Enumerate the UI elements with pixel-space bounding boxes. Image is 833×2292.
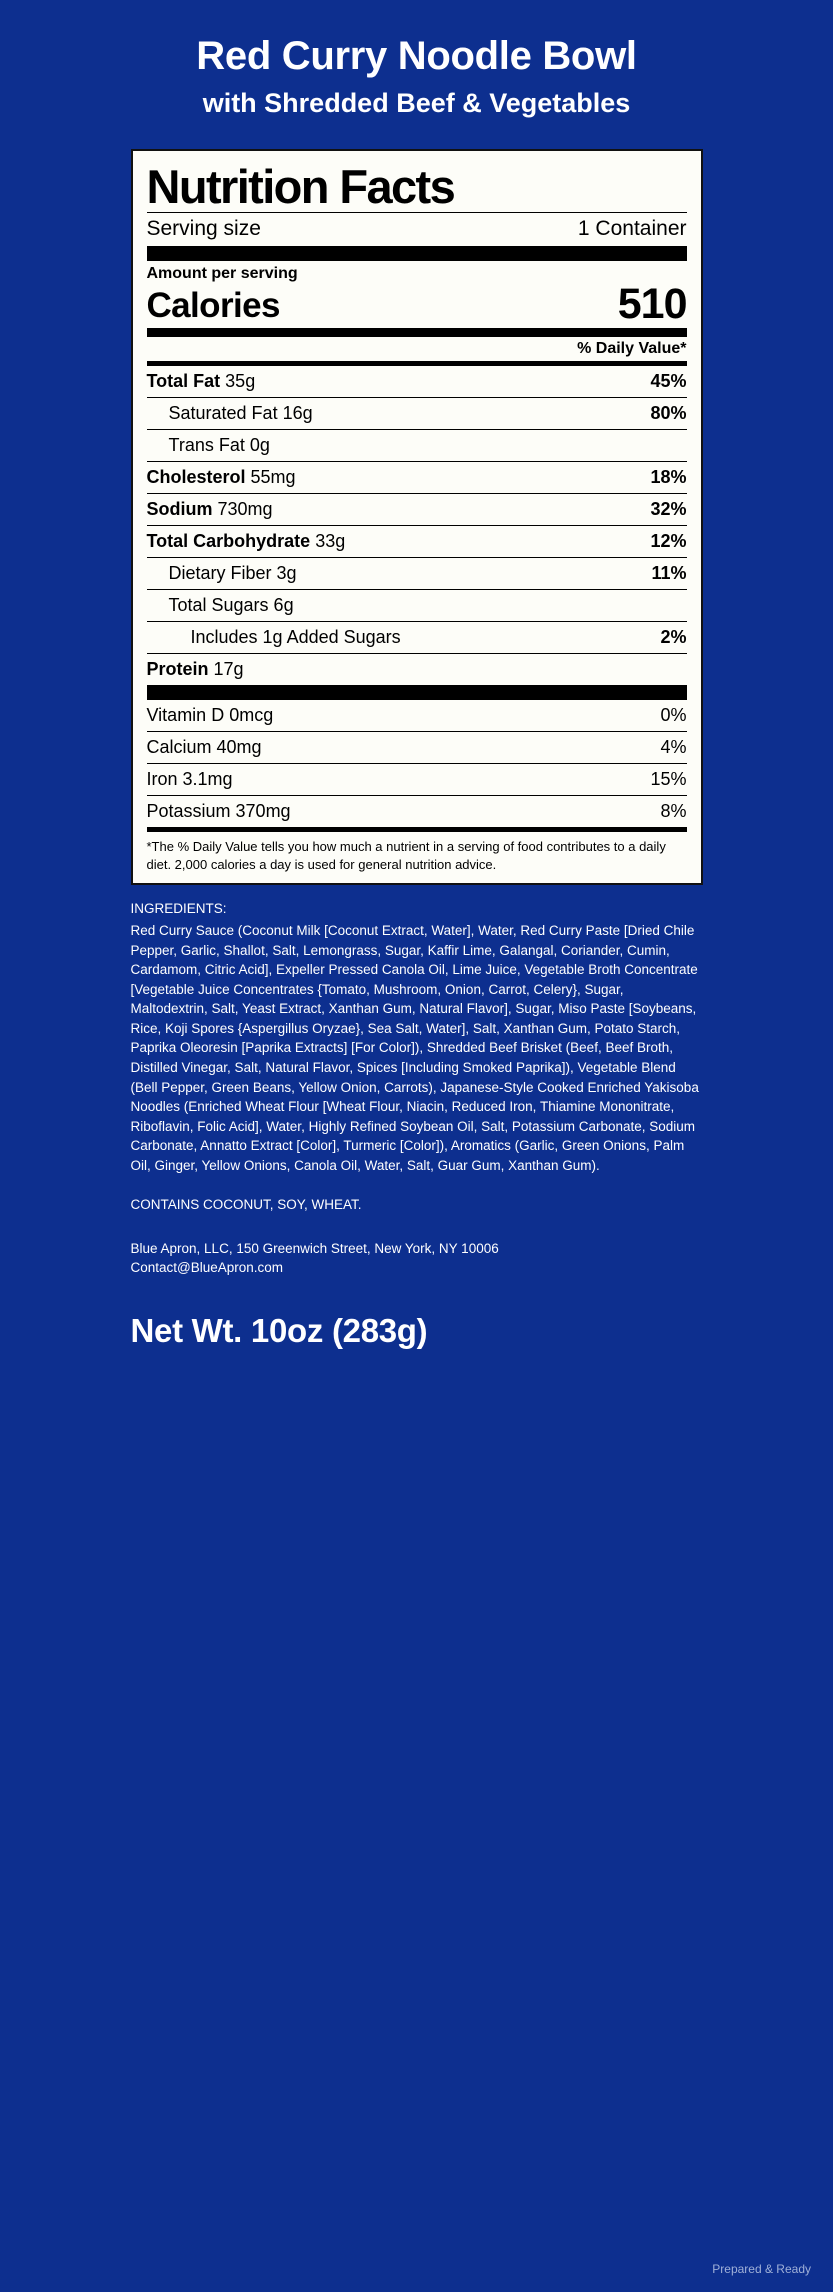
nutrient-percent: 11% [651,563,687,584]
nutrient-name: Cholesterol 55mg [146,467,296,488]
daily-value-header: % Daily Value* [577,340,687,358]
nutrient-row [147,430,687,461]
nutrient-row [147,590,687,621]
ingredients-section [131,899,703,1278]
micronutrient-row [147,700,687,731]
micronutrient-row [147,732,687,763]
micronutrient-name: Vitamin D 0mcg [146,705,274,726]
micronutrient-row [147,796,687,827]
nutrient-row [147,654,687,685]
nutrient-row [147,526,687,557]
header [0,0,833,119]
allergen-statement: CONTAINS COCONUT, SOY, WHEAT. [130,1197,362,1213]
ingredients-heading: INGREDIENTS: [130,901,227,917]
calories-value: 510 [617,280,687,329]
nutrient-name: Total Fat 35g [146,371,256,392]
footer-note: Prepared & Ready [712,2262,811,2276]
nutrient-name: Includes 1g Added Sugars [190,627,401,648]
product-subtitle: with Shredded Beef & Vegetables [202,88,631,118]
micronutrient-name: Potassium 370mg [146,801,291,822]
serving-size-row [147,213,687,246]
nutrient-name: Trans Fat 0g [168,435,270,456]
divider-medium [147,328,687,337]
nutrient-name: Dietary Fiber 3g [168,563,297,584]
divider-thick [147,685,687,700]
nutrient-name: Total Carbohydrate 33g [146,531,346,552]
micronutrient-percent: 4% [660,737,687,758]
nutrient-percent: 80% [650,403,687,424]
calories-row [146,280,687,329]
page-title: Red Curry Noodle Bowl [196,34,637,78]
amount-per-serving-label: Amount per serving [146,265,298,283]
nutrient-percent: 32% [650,499,687,520]
nutrient-name: Protein 17g [146,659,244,680]
nutrient-percent: 2% [660,627,687,648]
nutrient-row [147,462,687,493]
micronutrient-percent: 0% [660,705,687,726]
company-address [131,1239,703,1278]
daily-value-footnote: *The % Daily Value tells you how much a nutrient in a serving of food contributes to a daily diet. 2,000 calories a day is used for general nutrition advice. [146,839,666,872]
micronutrient-name: Calcium 40mg [146,737,262,758]
nutrient-name: Total Sugars 6g [168,595,294,616]
serving-size-value: 1 Container [577,217,687,241]
nutrient-row [147,494,687,525]
nutrient-row [147,558,687,589]
micronutrient-name: Iron 3.1mg [146,769,233,790]
micronutrient-row [147,764,687,795]
serving-size-label: Serving size [146,217,261,241]
nutrition-facts-panel [131,149,703,885]
nutrient-name: Saturated Fat 16g [168,403,313,424]
net-weight: Net Wt. 10oz (283g) [130,1312,428,1350]
calories-label: Calories [146,286,280,326]
micronutrient-percent: 15% [650,769,687,790]
divider-thick [147,246,687,261]
nutrient-percent: 18% [650,467,687,488]
micronutrient-percent: 8% [660,801,687,822]
nutrient-row [147,366,687,397]
company-address-line: Blue Apron, LLC, 150 Greenwich Street, New York, NY 10006 [130,1240,499,1256]
nutrient-percent: 12% [650,531,687,552]
nutrient-percent: 45% [650,371,687,392]
nutrition-facts-title: Nutrition Facts [146,160,455,214]
nutrient-row [147,622,687,653]
nutrient-row [147,398,687,429]
company-contact-email: Contact@BlueApron.com [130,1260,284,1276]
nutrient-name: Sodium 730mg [146,499,273,520]
ingredients-body: Red Curry Sauce (Coconut Milk [Coconut Extract, Water], Water, Red Curry Paste [Dried Chile Pepper, Garlic, Shallot, Salt, Lemongrass, Sugar, Kaffir Lime, Galangal, Coriander, Cumin, Cardamom, Citric Acid], Expeller Pressed Canola Oil, Lime Juice, Vegetable Broth Concentrate [Vegetable Juice Concentrates {Tomato, Mushroom, Onion, Carrot, Celery}, Sugar, Maltodextrin, Salt, Yeast Extract, Xanthan Gum, Natural Flavor], Sugar, Miso Paste [Soybeans, Rice, Koji Spores {Aspergillus Oryzae}, Sea Salt, Water], Salt, Xanthan Gum, Potato Starch, Paprika Oleoresin [Paprika Extracts] [For Color]), Shredded Beef Brisket (Beef, Beef Broth, Distilled Vinegar, Salt, Natural Flavor, Spices [Including Smoked Paprika]), Vegetable Blend (Bell Pepper, Green Beans, Yellow Onion, Carrots), Japanese-Style Cooked Enriched Yakisoba Noodles (Enriched Wheat Flour [Wheat Flour, Niacin, Reduced Iron, Thiamine Mononitrate, Riboflavin, Folic Acid], Water, Highly Refined Soybean Oil, Salt, Potassium Carbonate, Sodium Carbonate, Annatto Extract [Color], Turmeric [Color]), Aromatics (Garlic, Green Onions, Palm Oil, Ginger, Yellow Onions, Canola Oil, Water, Salt, Guar Gum, Xanthan Gum). [130,923,699,1173]
